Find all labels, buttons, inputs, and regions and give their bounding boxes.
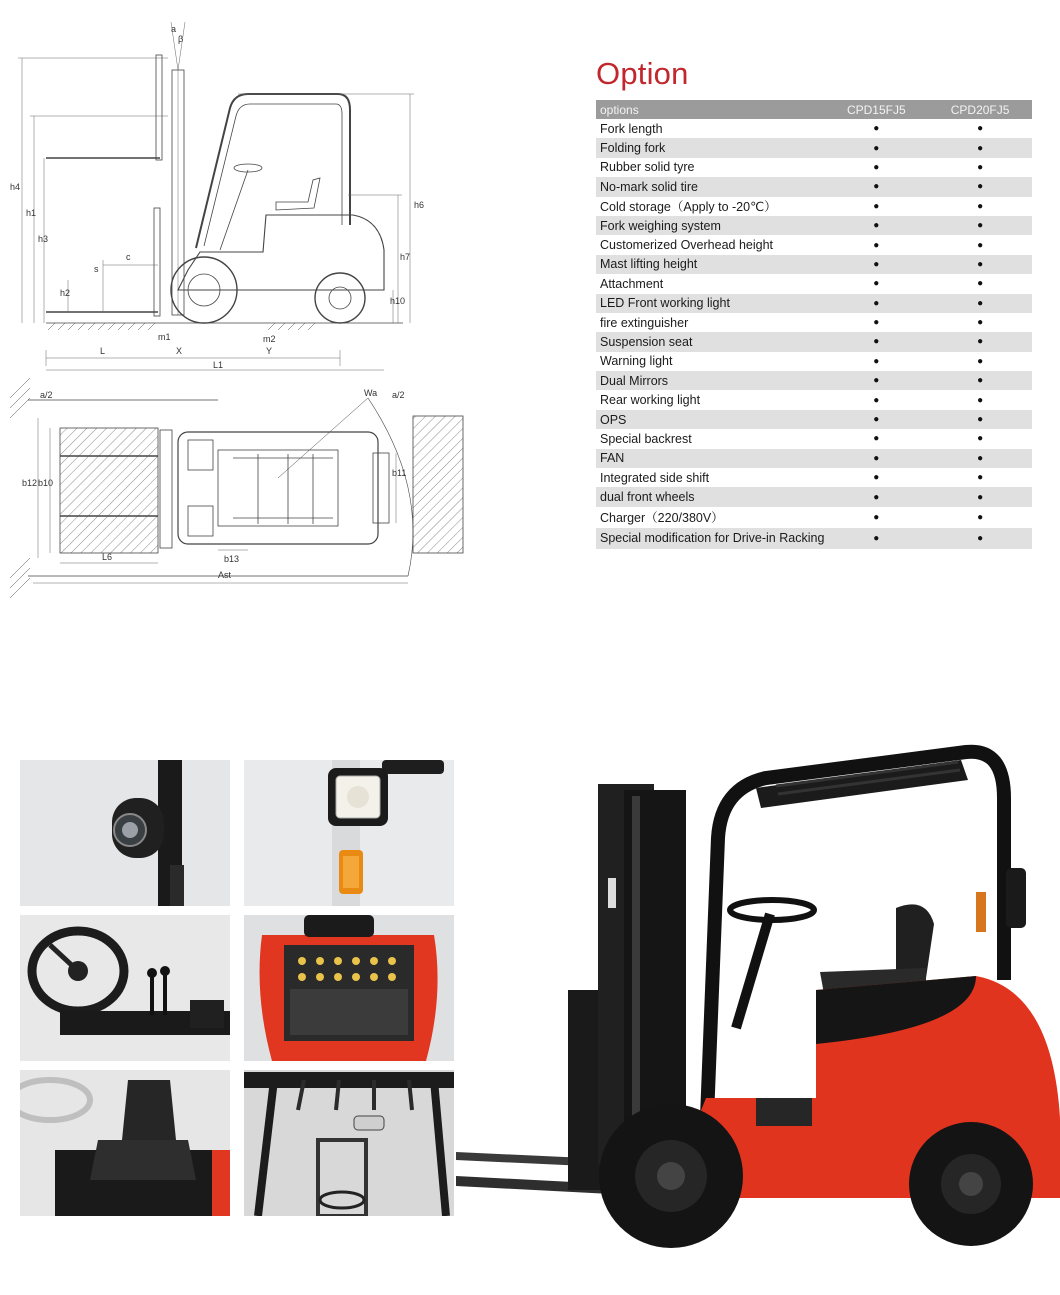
option-name: Integrated side shift [600,470,710,485]
table-row [596,468,1032,487]
availability-dot: ● [928,371,1032,390]
dim-beta-label: β [178,34,184,44]
dim-h6-label: h6 [414,200,425,210]
table-row [596,119,1032,138]
table-row [596,197,1032,216]
table-row [596,429,1032,448]
dim-h3-label: h3 [38,234,49,244]
availability-dot: ● [977,123,984,135]
option-name: fire extinguisher [600,315,689,330]
availability-dot: ● [873,355,880,367]
option-name: No-mark solid tire [596,177,824,196]
table-row [596,274,1032,293]
option-table-header [596,100,1032,119]
top-view-drawing [8,378,478,600]
column-header-cpd15fj5: CPD15FJ5 [824,100,928,119]
dim-h7-label: h7 [400,252,411,262]
availability-dot: ● [824,371,928,390]
option-name: Suspension seat [596,332,824,351]
availability-dot: ● [928,332,1032,351]
dim-Wa-label: Wa [364,388,378,398]
table-row [596,410,1032,429]
option-name: Special modification for Drive-in Racking [596,528,824,549]
availability-dot: ● [824,177,928,196]
dim-b12-label: b12 [22,478,38,488]
availability-dot: ● [873,278,880,290]
column-header-options: options [596,100,824,119]
availability-dot: ● [824,410,928,429]
table-row [596,158,1032,177]
table-row [596,507,1032,528]
option-table [596,100,1032,549]
table-row [596,313,1032,332]
availability-dot: ● [977,317,984,329]
dim-L-label: L [100,346,106,356]
option-name: Special backrest [600,431,692,446]
availability-dot: ● [873,161,880,173]
option-name: FAN [596,449,824,468]
availability-dot: ● [928,255,1032,274]
option-name: Mast lifting height [596,255,824,274]
availability-dot: ● [873,239,880,251]
availability-dot: ● [824,138,928,157]
table-row [596,371,1032,390]
dim-Y-label: Y [266,346,273,356]
availability-dot: ● [873,200,880,212]
dim-a-label: a [171,24,177,34]
dim-h2-label: h2 [60,288,71,298]
dim-m1-label: m1 [158,332,171,342]
dim-s-label: s [94,264,99,274]
availability-dot: ● [977,394,984,406]
option-name: Rubber solid tyre [600,160,695,175]
availability-dot: ● [928,410,1032,429]
dim-a2-right-label: a/2 [392,390,405,400]
table-row [596,487,1032,506]
table-row [596,294,1032,313]
availability-dot: ● [824,528,928,549]
availability-dot: ● [977,239,984,251]
availability-dot: ● [873,394,880,406]
forklift-product-photo [456,728,1060,1288]
table-row [596,390,1032,409]
availability-dot: ● [977,433,984,445]
side-view-drawing [8,20,478,375]
dim-L1-label: L1 [213,360,224,370]
availability-dot: ● [873,472,880,484]
table-row [596,216,1032,235]
availability-dot: ● [928,216,1032,235]
option-name: OPS [596,410,824,429]
availability-dot: ● [824,216,928,235]
option-name: Fork weighing system [596,216,824,235]
availability-dot: ● [824,449,928,468]
availability-dot: ● [977,200,984,212]
table-row [596,332,1032,351]
photo-front-working-light [244,760,454,906]
dim-h1-label: h1 [26,208,37,218]
option-name: Warning light [600,354,673,369]
availability-dot: ● [824,294,928,313]
availability-dot: ● [928,449,1032,468]
availability-dot: ● [928,294,1032,313]
photo-steering-wheel-controls [20,915,230,1061]
option-name: Cold storage（Apply to -20℃） [600,200,777,215]
availability-dot: ● [873,433,880,445]
availability-dot: ● [824,332,928,351]
availability-dot: ● [824,255,928,274]
option-name: Customerized Overhead height [600,238,774,253]
dim-L6-label: L6 [102,552,113,562]
option-name: Attachment [600,276,664,291]
option-title: Option [596,56,689,91]
table-row [596,138,1032,157]
photo-operator-seat [20,1070,230,1216]
photo-overhead-guard-view [244,1070,454,1216]
availability-dot: ● [977,511,984,523]
availability-dot: ● [977,472,984,484]
table-row [596,177,1032,196]
option-name: Rear working light [600,393,701,408]
availability-dot: ● [873,511,880,523]
option-name: Charger（220/380V） [600,511,724,526]
availability-dot: ● [824,487,928,506]
photo-battery-compartment [244,915,454,1061]
dim-a2-left-label: a/2 [40,390,53,400]
option-name: LED Front working light [596,294,824,313]
dim-h4-label: h4 [10,182,21,192]
dim-m2-label: m2 [263,334,276,344]
dim-Ast-label: Ast [218,570,232,580]
column-header-cpd20fj5: CPD20FJ5 [928,100,1032,119]
availability-dot: ● [928,177,1032,196]
option-name: Dual Mirrors [596,371,824,390]
dim-X-label: X [176,346,183,356]
table-row [596,528,1032,549]
table-row [596,255,1032,274]
table-row [596,449,1032,468]
availability-dot: ● [928,528,1032,549]
table-row [596,235,1032,254]
photo-led-mirror-light [20,760,230,906]
dim-b10-label: b10 [38,478,54,488]
dim-c-label: c [126,252,131,262]
availability-dot: ● [873,317,880,329]
dim-b11-label: b11 [392,468,407,478]
availability-dot: ● [928,138,1032,157]
option-name: Fork length [600,121,663,136]
availability-dot: ● [977,278,984,290]
availability-dot: ● [977,161,984,173]
dim-h10-label: h10 [390,296,406,306]
option-name: Folding fork [596,138,824,157]
availability-dot: ● [928,487,1032,506]
availability-dot: ● [977,355,984,367]
option-name: dual front wheels [596,487,824,506]
table-row [596,352,1032,371]
dim-b13-label: b13 [224,554,240,564]
availability-dot: ● [873,123,880,135]
